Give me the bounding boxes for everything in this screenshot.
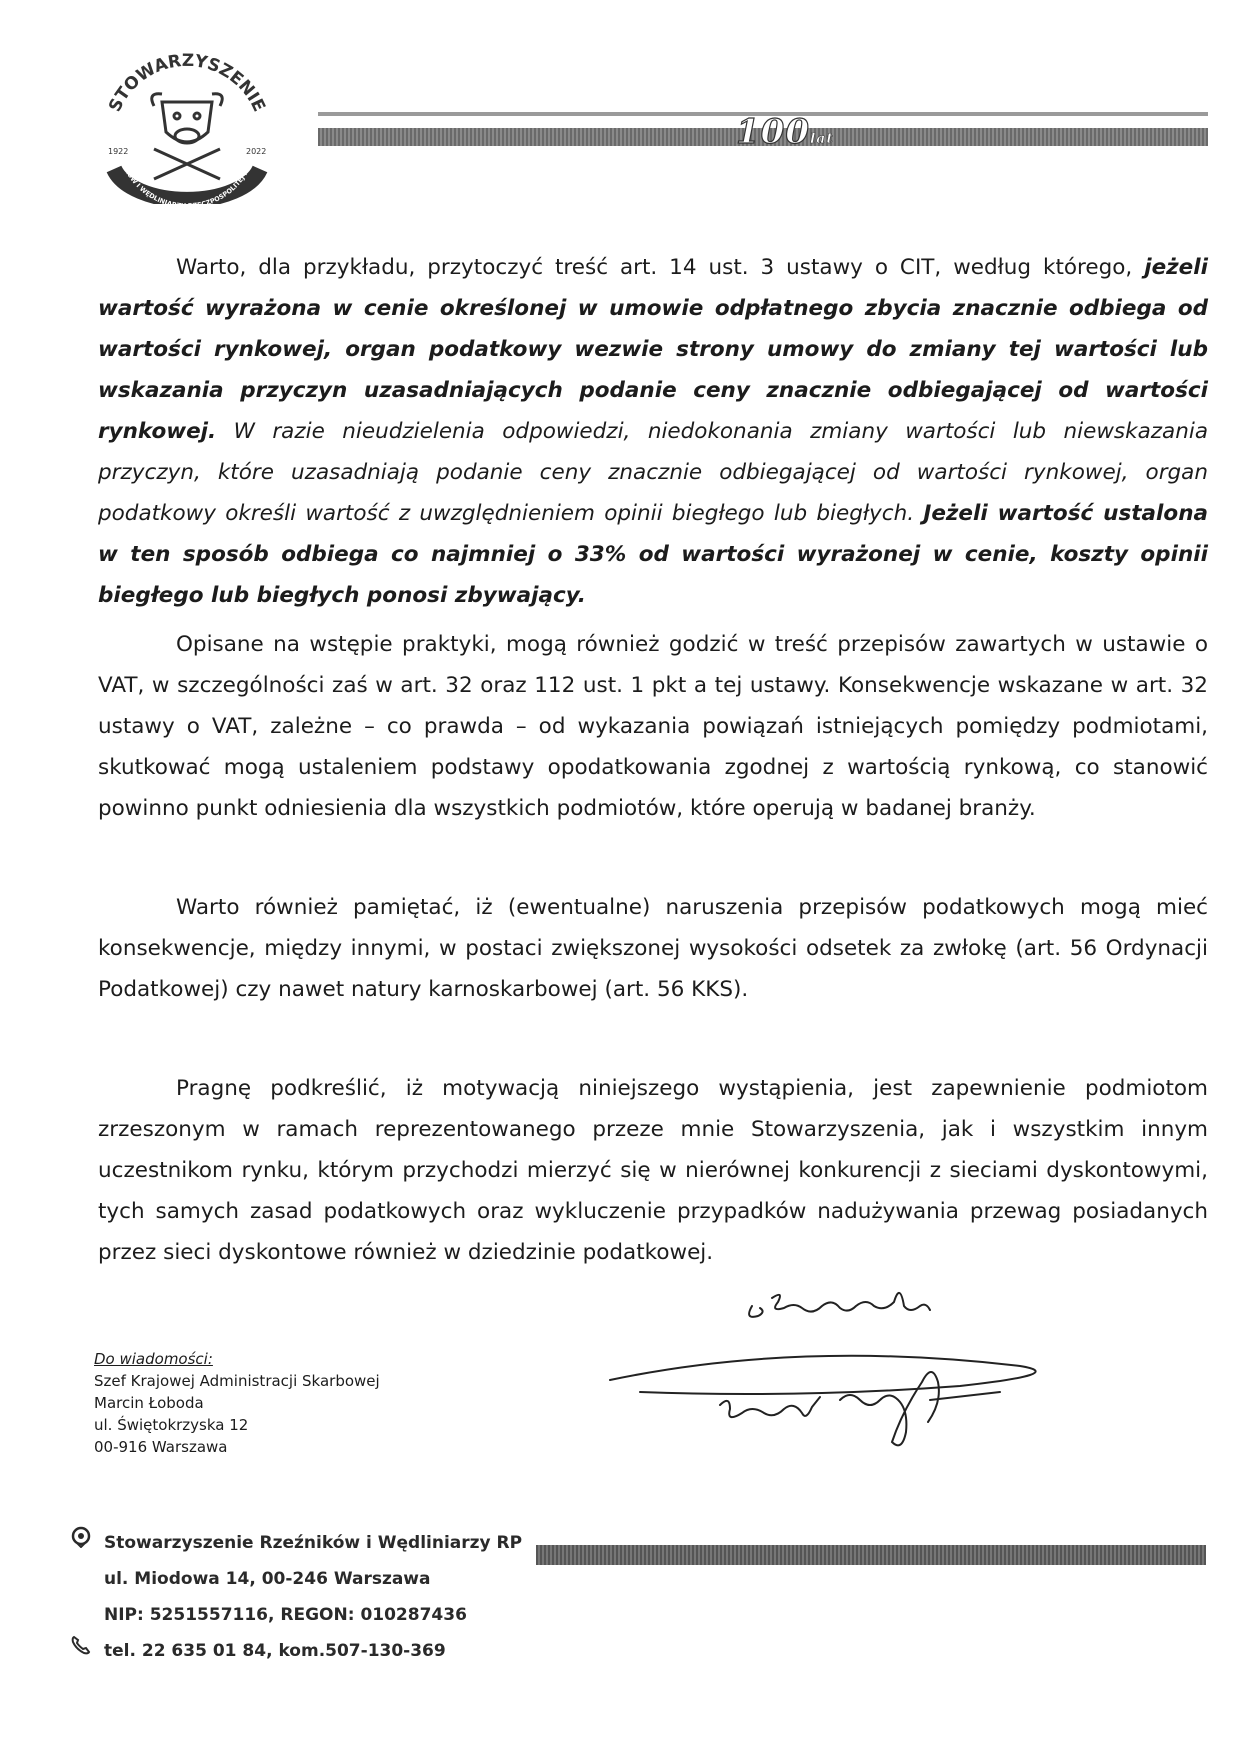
map-pin-icon xyxy=(70,1525,100,1561)
paragraph-cit-run: W razie nieudzielenia odpowiedzi, niedokonania zmiany wartości lub niewskazania przyczyn, które uzasadniają podanie ceny znacznie odbiegającej od wartości rynkowej, organ podatkowy określi wartość z uwzględnieniem opinii biegłego lub biegłych. xyxy=(98,419,1208,526)
svg-text:2022: 2022 xyxy=(246,147,267,156)
paragraph-penalties xyxy=(98,887,1208,1010)
recipient-block xyxy=(94,1348,380,1458)
paragraph-cit-run: Warto, dla przykładu, przytoczyć treść art. 14 ust. 3 ustawy o CIT, według którego, xyxy=(176,255,1145,280)
paragraph-cit-text xyxy=(98,247,1208,616)
footer-org: Stowarzyszenie Rzeźników i Wędliniarzy RP xyxy=(104,1533,523,1553)
phone-icon xyxy=(70,1633,100,1669)
footer-contact xyxy=(70,1525,522,1669)
paragraph-vat xyxy=(98,624,1208,829)
svg-text:1922: 1922 xyxy=(108,147,129,156)
paragraph-cit-run: jeżeli wartość wyrażona w cenie określonej w umowie odpłatnego zbycia znacznie odbiega od wartości rynkowej, organ podatkowy wezwie strony umowy do zmiany tej wartości lub wskazania przyczyn uzasadniających podanie ceny znacznie odbiegającej od wartości rynkowej. xyxy=(98,255,1208,444)
svg-text:RZEŹNIKÓW I WĘDLINIARZY RZECZP: NIKÓW I WĘDLINIA CZPOSPOLITEJ POL xyxy=(119,160,255,204)
paragraph-motivation xyxy=(98,1068,1208,1273)
anniversary-ribbon xyxy=(318,100,1208,152)
footer-address: ul. Miodowa 14, 00-246 Warszawa xyxy=(104,1569,431,1589)
paragraph-cit xyxy=(98,247,1208,616)
svg-text:STOWARZYSZENIE: STOWARZYSZENIE xyxy=(105,50,269,115)
recipient-line: Marcin Łoboda xyxy=(94,1394,204,1412)
recipient-heading: Do wiadomości: xyxy=(94,1350,213,1368)
handwritten-signature xyxy=(600,1270,1120,1470)
paragraph-penalties-text: Warto również pamiętać, iż (ewentualne) naruszenia przepisów podatkowych mogą mieć konsekwencje, między innymi, w postaci zwiększonej wysokości odsetek za zwłokę (art. 56 Ordynacji Podatkowej) czy nawet natury karnoskarbowej (art. 56 KKS). xyxy=(98,895,1208,1002)
paragraph-motivation-text: Pragnę podkreślić, iż motywacją niniejszego wystąpienia, jest zapewnienie podmiotom zrzeszonym w ramach reprezentowanego przeze mnie Stowarzyszenia, jak i wszystkim innym uczestnikom rynku, którym przychodzi mierzyć się w nierównej konkurencji z sieciami dyskontowymi, tych samych zasad podatkowych oraz wykluczenie przypadków nadużywania przewag posiadanych przez sieci dyskontowe również w dziedzinie podatkowej. xyxy=(98,1076,1208,1265)
footer-phone: tel. 22 635 01 84, kom.507-130-369 xyxy=(104,1641,446,1661)
recipient-line: Szef Krajowej Administracji Skarbowej xyxy=(94,1372,380,1390)
association-logo xyxy=(92,44,282,204)
ribbon-text: 100lat xyxy=(736,112,834,152)
footer-bar xyxy=(536,1545,1206,1565)
recipient-line: 00-916 Warszawa xyxy=(94,1438,228,1456)
footer-ids: NIP: 5251557116, REGON: 010287436 xyxy=(104,1605,467,1625)
recipient-line: ul. Świętokrzyska 12 xyxy=(94,1416,249,1434)
paragraph-cit-run: Jeżeli wartość ustalona w ten sposób odbiega co najmniej o 33% od wartości wyrażonej w cenie, koszty opinii biegłego lub biegłych ponosi zbywający. xyxy=(98,501,1209,608)
paragraph-vat-text: Opisane na wstępie praktyki, mogą również godzić w treść przepisów zawartych w ustawie o VAT, w szczególności zaś w art. 32 oraz 112 ust. 1 pkt a tej ustawy. Konsekwencje wskazane w art. 32 ustawy o VAT, zależne – co prawda – od wykazania powiązań istniejących pomiędzy podmiotami, skutkować mogą ustaleniem podstawy opodatkowania zgodnej z wartością rynkową, co stanowić powinno punkt odniesienia dla wszystkich podmiotów, które operują w badanej branży. xyxy=(98,632,1208,821)
